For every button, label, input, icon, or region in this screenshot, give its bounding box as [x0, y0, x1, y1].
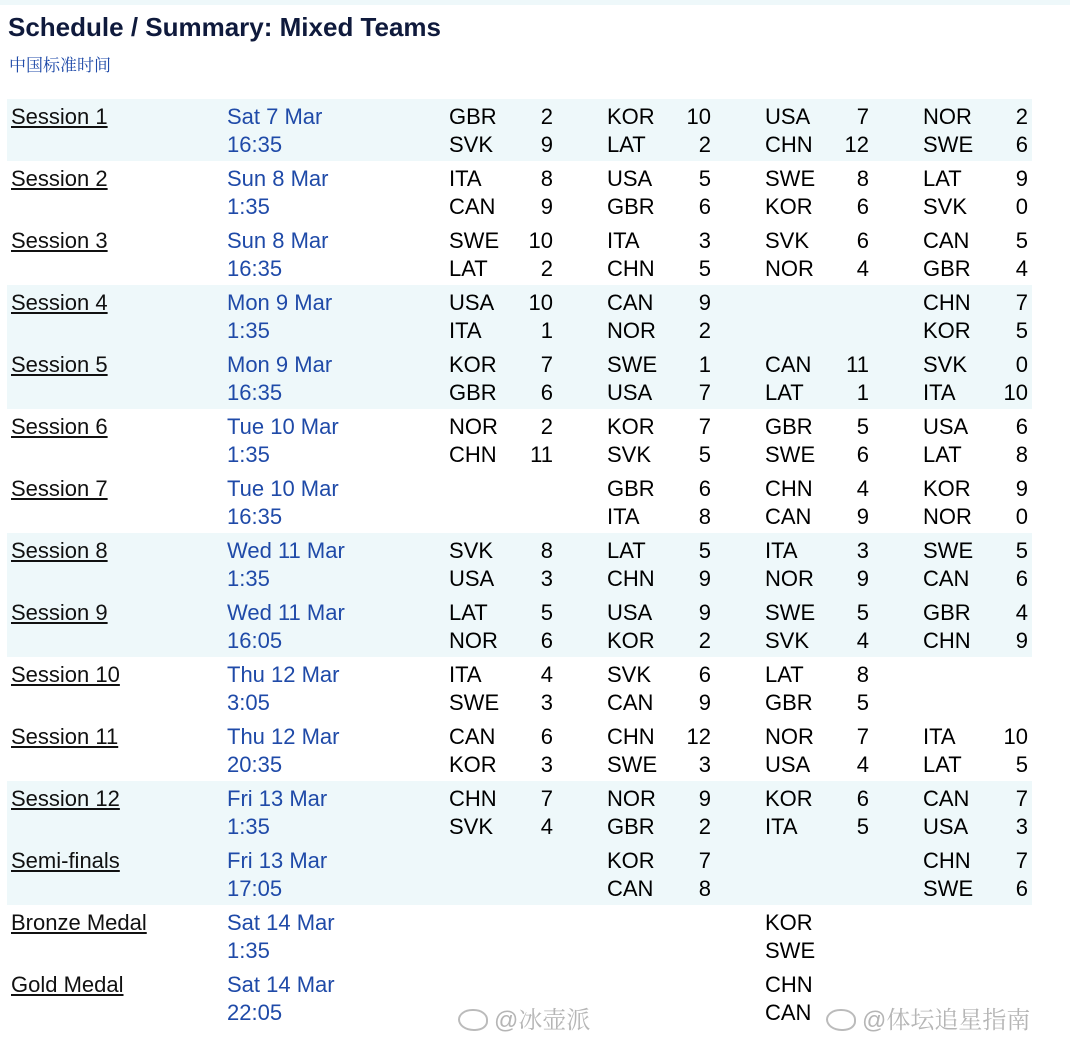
session-date: Sat 14 Mar [227, 972, 335, 997]
team-code: SWE [607, 352, 658, 377]
team-score: 5 [698, 166, 711, 191]
team-score: 4 [856, 628, 869, 653]
team-score: 7 [856, 104, 869, 129]
team-code: ITA [449, 318, 482, 343]
team-code: SWE [765, 600, 816, 625]
team-score: 8 [540, 538, 553, 563]
team-score: 3 [698, 752, 711, 777]
team-code: USA [449, 566, 495, 591]
team-code: USA [607, 166, 653, 191]
session-date: Fri 13 Mar [227, 848, 328, 873]
team-code: SWE [765, 166, 816, 191]
team-score: 7 [540, 352, 553, 377]
session-time: 16:35 [227, 380, 283, 405]
team-code: CHN [607, 566, 655, 591]
session-row [7, 471, 1032, 533]
team-code: SVK [607, 662, 652, 687]
team-score: 6 [856, 228, 869, 253]
team-score: 5 [1015, 318, 1028, 343]
session-link[interactable]: Session 5 [11, 352, 108, 377]
team-score: 7 [540, 786, 553, 811]
team-score: 3 [698, 228, 711, 253]
watermark [458, 1000, 590, 1035]
team-score: 1 [856, 380, 869, 405]
team-code: SWE [765, 442, 816, 467]
team-code: NOR [765, 724, 814, 749]
team-score: 10 [686, 104, 711, 129]
team-score: 10 [528, 290, 553, 315]
team-code: CHN [923, 848, 971, 873]
team-code: LAT [449, 256, 488, 281]
team-code: SVK [923, 194, 968, 219]
session-link[interactable]: Gold Medal [11, 972, 124, 997]
team-score: 7 [1015, 290, 1028, 315]
team-score: 8 [856, 166, 869, 191]
team-code: CAN [765, 352, 812, 377]
team-score: 7 [1015, 786, 1028, 811]
team-code: SVK [607, 442, 652, 467]
team-code: LAT [923, 442, 962, 467]
team-score: 11 [530, 442, 553, 467]
team-code: LAT [765, 380, 804, 405]
team-code: SWE [449, 228, 500, 253]
session-date: Wed 11 Mar [227, 538, 345, 563]
session-date: Sun 8 Mar [227, 166, 329, 191]
team-code: SVK [765, 628, 810, 653]
session-row [7, 99, 1032, 161]
team-code: LAT [607, 538, 646, 563]
session-link[interactable]: Session 3 [11, 228, 108, 253]
team-score: 3 [856, 538, 869, 563]
session-time: 20:35 [227, 752, 283, 777]
team-score: 5 [856, 690, 869, 715]
team-score: 9 [698, 290, 711, 315]
session-link[interactable]: Session 4 [11, 290, 108, 315]
team-code: LAT [607, 132, 646, 157]
session-date: Sat 14 Mar [227, 910, 335, 935]
team-score: 9 [856, 566, 869, 591]
team-score: 2 [698, 814, 711, 839]
session-row [7, 905, 1032, 967]
team-code: KOR [607, 848, 655, 873]
team-code: CHN [765, 132, 813, 157]
watermark-text: @体坛追星指南 [862, 1007, 1031, 1034]
team-code: CHN [607, 256, 655, 281]
team-code: KOR [923, 476, 971, 501]
team-code: LAT [765, 662, 804, 687]
team-code: SVK [449, 814, 494, 839]
team-score: 7 [698, 414, 711, 439]
team-score: 9 [856, 504, 869, 529]
team-score: 5 [698, 538, 711, 563]
team-code: GBR [607, 476, 655, 501]
team-code: USA [923, 814, 969, 839]
team-score: 5 [698, 442, 711, 467]
session-row [7, 719, 1032, 781]
team-code: ITA [449, 662, 482, 687]
team-code: NOR [607, 786, 656, 811]
team-code: NOR [923, 104, 972, 129]
team-score: 3 [540, 566, 553, 591]
team-code: KOR [923, 318, 971, 343]
team-score: 6 [856, 194, 869, 219]
team-score: 5 [856, 414, 869, 439]
team-code: GBR [449, 380, 497, 405]
team-score: 2 [540, 256, 553, 281]
team-code: USA [923, 414, 969, 439]
session-link[interactable]: Session 12 [11, 786, 120, 811]
session-row [7, 657, 1032, 719]
team-score: 8 [698, 504, 711, 529]
team-score: 9 [1015, 628, 1028, 653]
team-score: 6 [540, 380, 553, 405]
watermark-text: @冰壶派 [494, 1007, 591, 1034]
team-code: CHN [765, 972, 813, 997]
team-score: 6 [1015, 132, 1028, 157]
team-code: SWE [607, 752, 658, 777]
session-link[interactable]: Session 8 [11, 538, 108, 563]
session-link[interactable]: Session 10 [11, 662, 120, 687]
team-score: 9 [698, 566, 711, 591]
session-date: Tue 10 Mar [227, 414, 339, 439]
team-code: CHN [449, 442, 497, 467]
team-code: KOR [607, 628, 655, 653]
team-code: CHN [449, 786, 497, 811]
session-time: 22:05 [227, 1000, 283, 1025]
session-date: Wed 11 Mar [227, 600, 345, 625]
team-code: CAN [607, 876, 654, 901]
team-score: 2 [698, 132, 711, 157]
team-code: SVK [765, 228, 810, 253]
team-code: CHN [607, 724, 655, 749]
session-time: 16:35 [227, 256, 283, 281]
page-title: Schedule / Summary: Mixed Teams [8, 12, 441, 42]
team-code: SWE [449, 690, 500, 715]
session-time: 1:35 [227, 194, 270, 219]
team-code: CAN [607, 690, 654, 715]
team-score: 6 [1015, 414, 1028, 439]
team-score: 8 [698, 876, 711, 901]
team-code: GBR [449, 104, 497, 129]
team-code: GBR [607, 814, 655, 839]
session-link[interactable]: Semi-finals [11, 848, 120, 873]
session-link[interactable]: Session 1 [11, 104, 108, 129]
team-code: GBR [765, 414, 813, 439]
session-link[interactable]: Session 6 [11, 414, 108, 439]
session-date: Sat 7 Mar [227, 104, 323, 129]
session-date: Mon 9 Mar [227, 290, 333, 315]
session-time: 3:05 [227, 690, 270, 715]
team-code: USA [765, 752, 811, 777]
team-code: ITA [607, 228, 640, 253]
team-score: 6 [698, 194, 711, 219]
team-score: 2 [698, 318, 711, 343]
session-row [7, 223, 1032, 285]
session-row [7, 781, 1032, 843]
team-code: KOR [449, 352, 497, 377]
team-code: KOR [607, 414, 655, 439]
team-score: 6 [1015, 566, 1028, 591]
team-score: 1 [698, 352, 711, 377]
team-code: NOR [765, 566, 814, 591]
team-score: 4 [540, 814, 553, 839]
team-score: 4 [1015, 256, 1028, 281]
top-bar [0, 0, 1070, 5]
team-code: KOR [765, 786, 813, 811]
team-score: 6 [1015, 876, 1028, 901]
team-code: SWE [923, 132, 974, 157]
team-score: 5 [1015, 538, 1028, 563]
team-code: CAN [923, 566, 970, 591]
team-score: 2 [540, 104, 553, 129]
session-date: Sun 8 Mar [227, 228, 329, 253]
team-score: 3 [1015, 814, 1028, 839]
team-code: NOR [449, 414, 498, 439]
team-score: 5 [698, 256, 711, 281]
team-score: 4 [856, 256, 869, 281]
team-code: KOR [449, 752, 497, 777]
team-score: 9 [698, 690, 711, 715]
weibo-icon [458, 1009, 488, 1031]
session-time: 1:35 [227, 938, 270, 963]
team-score: 10 [1003, 380, 1028, 405]
team-score: 5 [856, 600, 869, 625]
team-code: NOR [607, 318, 656, 343]
team-score: 7 [698, 380, 711, 405]
team-code: LAT [449, 600, 488, 625]
team-score: 10 [1003, 724, 1028, 749]
session-row [7, 409, 1032, 471]
weibo-icon [826, 1009, 856, 1031]
team-code: ITA [765, 538, 798, 563]
team-score: 3 [540, 690, 553, 715]
session-row [7, 595, 1032, 657]
team-score: 11 [846, 352, 869, 377]
team-score: 12 [844, 132, 869, 157]
team-code: CAN [923, 786, 970, 811]
team-score: 6 [856, 442, 869, 467]
session-link[interactable]: Session 7 [11, 476, 108, 501]
schedule-table [7, 99, 1032, 1029]
team-code: SVK [923, 352, 968, 377]
team-code: SWE [923, 876, 974, 901]
team-score: 5 [856, 814, 869, 839]
session-date: Thu 12 Mar [227, 724, 340, 749]
team-score: 8 [540, 166, 553, 191]
team-code: ITA [765, 814, 798, 839]
session-row [7, 533, 1032, 595]
team-score: 4 [1015, 600, 1028, 625]
session-date: Fri 13 Mar [227, 786, 328, 811]
session-time: 1:35 [227, 318, 270, 343]
team-score: 9 [698, 600, 711, 625]
team-score: 4 [540, 662, 553, 687]
team-score: 9 [540, 132, 553, 157]
team-code: SWE [765, 938, 816, 963]
team-score: 2 [1015, 104, 1028, 129]
session-date: Thu 12 Mar [227, 662, 340, 687]
team-score: 0 [1015, 504, 1028, 529]
team-code: KOR [765, 910, 813, 935]
session-row [7, 347, 1032, 409]
session-time: 16:05 [227, 628, 283, 653]
team-score: 10 [528, 228, 553, 253]
team-score: 1 [540, 318, 553, 343]
team-code: KOR [607, 104, 655, 129]
team-code: SVK [449, 538, 494, 563]
team-score: 9 [1015, 476, 1028, 501]
team-code: CAN [765, 504, 812, 529]
team-code: CAN [449, 724, 496, 749]
team-score: 8 [856, 662, 869, 687]
team-score: 6 [698, 662, 711, 687]
session-row [7, 843, 1032, 905]
team-code: USA [765, 104, 811, 129]
session-time: 1:35 [227, 442, 270, 467]
team-code: GBR [923, 256, 971, 281]
team-score: 8 [1015, 442, 1028, 467]
timezone-label: 中国标准时间 [9, 56, 111, 75]
team-code: CHN [923, 290, 971, 315]
team-code: SWE [923, 538, 974, 563]
team-code: GBR [923, 600, 971, 625]
session-date: Mon 9 Mar [227, 352, 333, 377]
team-score: 6 [856, 786, 869, 811]
team-code: USA [607, 380, 653, 405]
team-code: NOR [923, 504, 972, 529]
team-code: CAN [765, 1000, 812, 1025]
team-score: 4 [856, 476, 869, 501]
team-code: KOR [765, 194, 813, 219]
team-score: 2 [540, 414, 553, 439]
session-time: 16:35 [227, 504, 283, 529]
session-row [7, 161, 1032, 223]
session-time: 1:35 [227, 566, 270, 591]
team-code: NOR [449, 628, 498, 653]
team-score: 5 [1015, 752, 1028, 777]
team-code: ITA [607, 504, 640, 529]
team-score: 0 [1015, 194, 1028, 219]
team-code: CHN [765, 476, 813, 501]
team-score: 12 [686, 724, 711, 749]
team-score: 5 [1015, 228, 1028, 253]
team-code: CHN [923, 628, 971, 653]
team-score: 6 [540, 628, 553, 653]
team-code: CAN [449, 194, 496, 219]
session-time: 17:05 [227, 876, 283, 901]
team-score: 9 [540, 194, 553, 219]
team-code: USA [449, 290, 495, 315]
team-code: LAT [923, 752, 962, 777]
team-code: NOR [765, 256, 814, 281]
team-score: 6 [540, 724, 553, 749]
team-score: 0 [1015, 352, 1028, 377]
team-code: ITA [923, 380, 956, 405]
team-code: LAT [923, 166, 962, 191]
team-code: ITA [449, 166, 482, 191]
team-score: 7 [1015, 848, 1028, 873]
team-code: ITA [923, 724, 956, 749]
team-score: 5 [540, 600, 553, 625]
session-link[interactable]: Session 9 [11, 600, 108, 625]
team-score: 7 [856, 724, 869, 749]
team-code: CAN [923, 228, 970, 253]
session-time: 1:35 [227, 814, 270, 839]
watermark [826, 1000, 1030, 1035]
team-code: GBR [607, 194, 655, 219]
session-link[interactable]: Bronze Medal [11, 910, 147, 935]
team-score: 6 [698, 476, 711, 501]
team-code: SVK [449, 132, 494, 157]
team-score: 9 [1015, 166, 1028, 191]
team-score: 3 [540, 752, 553, 777]
team-code: GBR [765, 690, 813, 715]
session-date: Tue 10 Mar [227, 476, 339, 501]
team-code: CAN [607, 290, 654, 315]
session-link[interactable]: Session 11 [11, 724, 119, 749]
team-score: 9 [698, 786, 711, 811]
team-score: 2 [698, 628, 711, 653]
session-time: 16:35 [227, 132, 283, 157]
team-score: 7 [698, 848, 711, 873]
session-row [7, 285, 1032, 347]
team-score: 4 [856, 752, 869, 777]
team-code: USA [607, 600, 653, 625]
session-link[interactable]: Session 2 [11, 166, 108, 191]
